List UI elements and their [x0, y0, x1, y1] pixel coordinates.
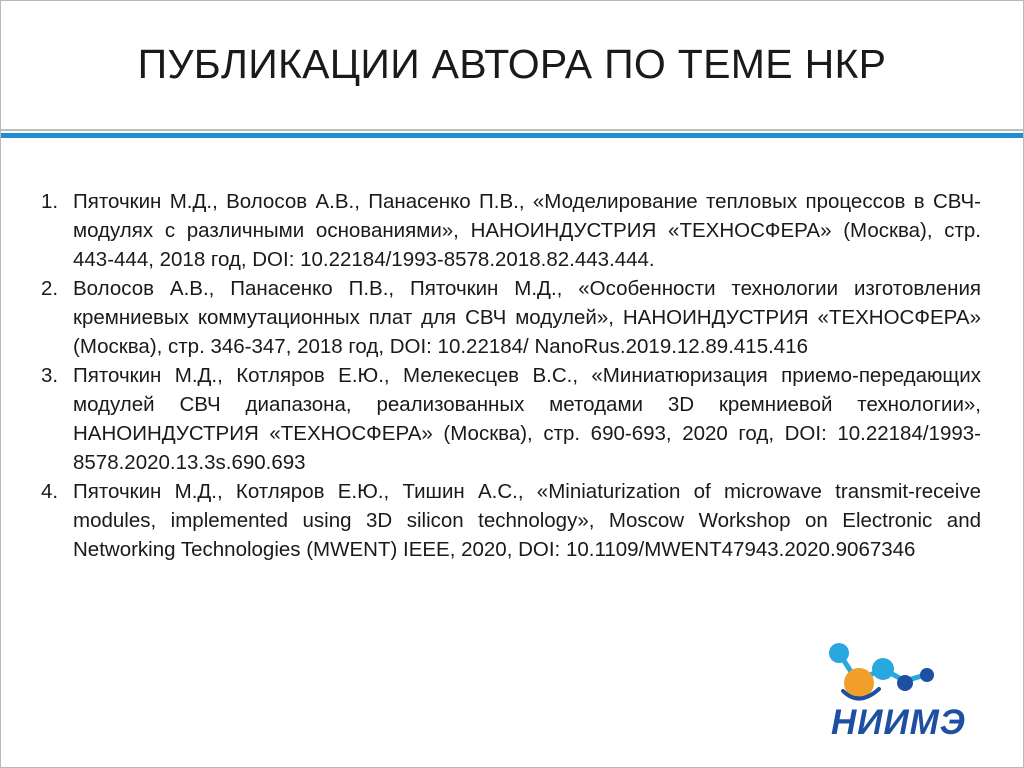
publication-number: 2.	[41, 277, 59, 300]
publication-item	[41, 361, 981, 477]
publication-number: 3.	[41, 364, 59, 387]
publication-text: Волосов А.В., Панасенко П.В., Пяточкин М.Д., «Особенности технологии изготовления кремниевых коммутационных плат для СВЧ модулей», НАНОИНДУСТРИЯ «ТЕХНОСФЕРА» (Москва), стр. 346-347, 2018 год, DOI: 10.22184/ NanoRus.2019.12.89.415.416	[73, 277, 981, 358]
slide-title: ПУБЛИКАЦИИ АВТОРА ПО ТЕМЕ НКР	[137, 41, 887, 87]
publication-list	[41, 187, 981, 564]
title-divider-blue	[1, 133, 1023, 138]
publication-number: 1.	[41, 190, 59, 213]
publication-item	[41, 187, 981, 274]
title-divider-gray	[1, 129, 1023, 131]
publication-text: Пяточкин М.Д., Котляров Е.Ю., Мелекесцев В.С., «Миниатюризация приемо-передающих модулей СВЧ диапазона, реализованных методами 3D кремниевой технологии», НАНОИНДУСТРИЯ «ТЕХНОСФЕРА» (Москва), стр. 690-693, 2020 год, DOI: 10.22184/1993-8578.2020.13.3s.690.693	[73, 364, 981, 474]
logo-text: НИИМЭ	[831, 703, 966, 742]
publication-item	[41, 274, 981, 361]
publication-text: Пяточкин М.Д., Котляров Е.Ю., Тишин А.С., «Miniaturization of microwave transmit-receive modules, implemented using 3D silicon technology», Moscow Workshop on Electronic and Networking Technologies (MWENT) IEEE, 2020, DOI: 10.1109/MWENT47943.2020.9067346	[73, 480, 981, 561]
publication-number: 4.	[41, 480, 59, 503]
publication-text: Пяточкин М.Д., Волосов А.В., Панасенко П.В., «Моделирование тепловых процессов в СВЧ-модулях с различными основаниями», НАНОИНДУСТРИЯ «ТЕХНОСФЕРА» (Москва), стр. 443-444, 2018 год, DOI: 10.22184/1993-8578.2018.82.443.444.	[73, 190, 981, 271]
publication-item	[41, 477, 981, 564]
